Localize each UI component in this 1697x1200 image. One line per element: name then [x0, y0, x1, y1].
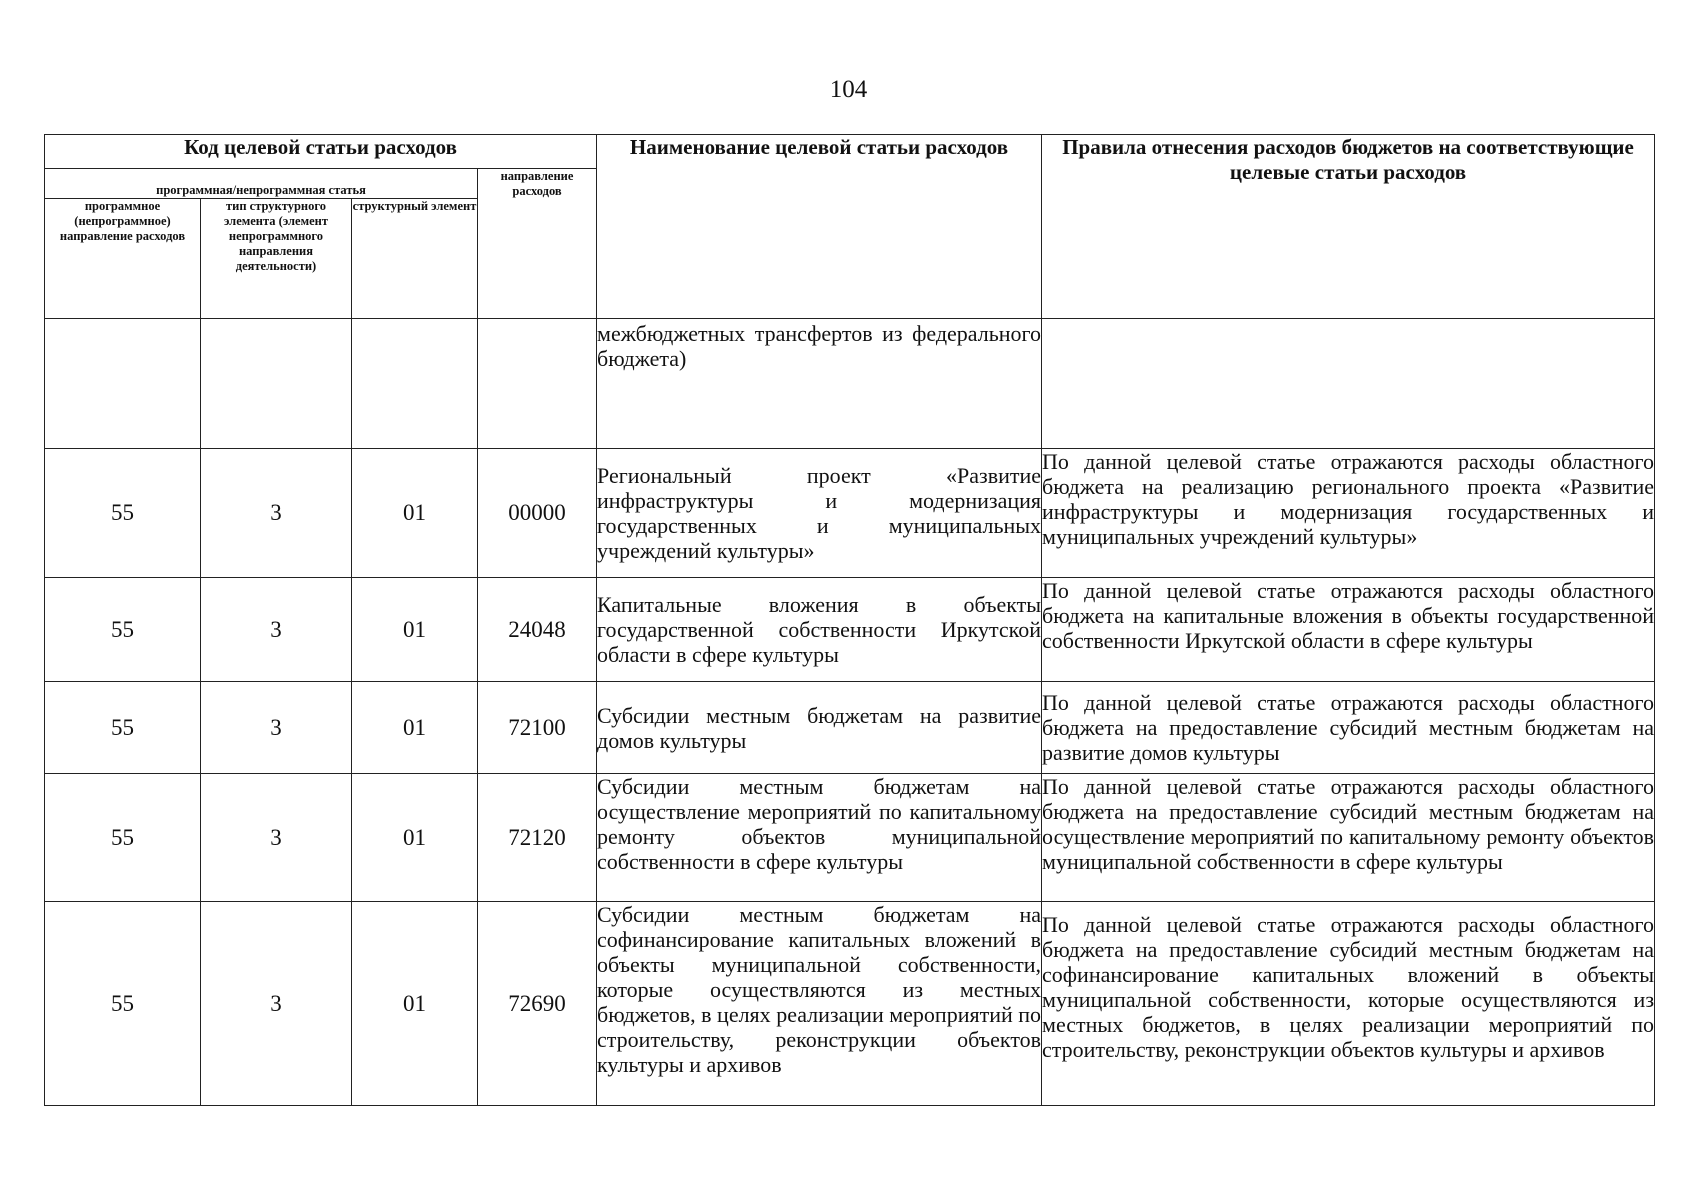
- table-row: [45, 449, 1655, 578]
- header-program-group: программная/непрограммная статья: [45, 169, 478, 199]
- type-code-cell: [201, 319, 352, 449]
- rule-cell: По данной целевой статье отражаются расходы областного бюджета на предоставление субсидий местным бюджетам на осуществление мероприятий по капитальному ремонту объектов муниципальной собственности в сфере культуры: [1042, 774, 1655, 902]
- element-code-cell: 01: [352, 449, 478, 578]
- element-code-cell: 01: [352, 682, 478, 774]
- target-expense-table: [44, 134, 1655, 1106]
- name-cell: Субсидии местным бюджетам на софинансирование капитальных вложений в объекты муниципальной собственности, которые осуществляются из местных бюджетов, в целях реализации мероприятий по строительству, реконструкции объектов культуры и архивов: [597, 902, 1042, 1106]
- direction-code-cell: 72120: [478, 774, 597, 902]
- direction-code-cell: 00000: [478, 449, 597, 578]
- rule-cell: [1042, 319, 1655, 449]
- rule-cell: По данной целевой статье отражаются расходы областного бюджета на предоставление субсидий местным бюджетам на развитие домов культуры: [1042, 682, 1655, 774]
- direction-code-cell: 72690: [478, 902, 597, 1106]
- program-code-cell: 55: [45, 682, 201, 774]
- direction-code-cell: 72100: [478, 682, 597, 774]
- element-code-cell: 01: [352, 902, 478, 1106]
- type-code-cell: 3: [201, 682, 352, 774]
- element-code-cell: 01: [352, 578, 478, 682]
- table-row: [45, 578, 1655, 682]
- name-cell: Региональный проект «Развитие инфраструктуры и модернизация государственных и муниципальных учреждений культуры»: [597, 449, 1042, 578]
- header-rules: Правила отнесения расходов бюджетов на соответствующие целевые статьи расходов: [1042, 135, 1655, 319]
- element-code-cell: [352, 319, 478, 449]
- direction-code-cell: [478, 319, 597, 449]
- type-code-cell: 3: [201, 578, 352, 682]
- type-code-cell: 3: [201, 774, 352, 902]
- rule-cell: По данной целевой статье отражаются расходы областного бюджета на предоставление субсидий местным бюджетам на софинансирование капитальных вложений в объекты муниципальной собственности, которые осуществляются из местных бюджетов, в целях реализации мероприятий по строительству, реконструкции объектов культуры и архивов: [1042, 902, 1655, 1106]
- table-row: [45, 774, 1655, 902]
- direction-code-cell: 24048: [478, 578, 597, 682]
- header-structural-element: структурный элемент: [352, 199, 478, 319]
- name-cell: Субсидии местным бюджетам на осуществление мероприятий по капитальному ремонту объектов муниципальной собственности в сфере культуры: [597, 774, 1042, 902]
- name-cell: Субсидии местным бюджетам на развитие домов культуры: [597, 682, 1042, 774]
- rule-cell: По данной целевой статье отражаются расходы областного бюджета на капитальные вложения в объекты государственной собственности Иркутской области в сфере культуры: [1042, 578, 1655, 682]
- header-code-group: Код целевой статьи расходов: [45, 135, 597, 169]
- program-code-cell: 55: [45, 578, 201, 682]
- type-code-cell: 3: [201, 449, 352, 578]
- table-row: [45, 319, 1655, 449]
- header-name: Наименование целевой статьи расходов: [597, 135, 1042, 319]
- header-direction: направление расходов: [478, 169, 597, 319]
- program-code-cell: 55: [45, 774, 201, 902]
- table-row: [45, 902, 1655, 1106]
- type-code-cell: 3: [201, 902, 352, 1106]
- program-code-cell: 55: [45, 449, 201, 578]
- header-structural-type: тип структурного элемента (элемент непрограммного направления деятельности): [201, 199, 352, 319]
- program-code-cell: 55: [45, 902, 201, 1106]
- element-code-cell: 01: [352, 774, 478, 902]
- name-cell: межбюджетных трансфертов из федерального бюджета): [597, 319, 1042, 449]
- rule-cell: По данной целевой статье отражаются расходы областного бюджета на реализацию регионального проекта «Развитие инфраструктуры и модернизация государственных и муниципальных учреждений культуры»: [1042, 449, 1655, 578]
- header-program-direction: программное (непрограммное) направление расходов: [45, 199, 201, 319]
- name-cell: Капитальные вложения в объекты государственной собственности Иркутской области в сфере культуры: [597, 578, 1042, 682]
- page-number: 104: [829, 76, 868, 103]
- program-code-cell: [45, 319, 201, 449]
- table-row: [45, 682, 1655, 774]
